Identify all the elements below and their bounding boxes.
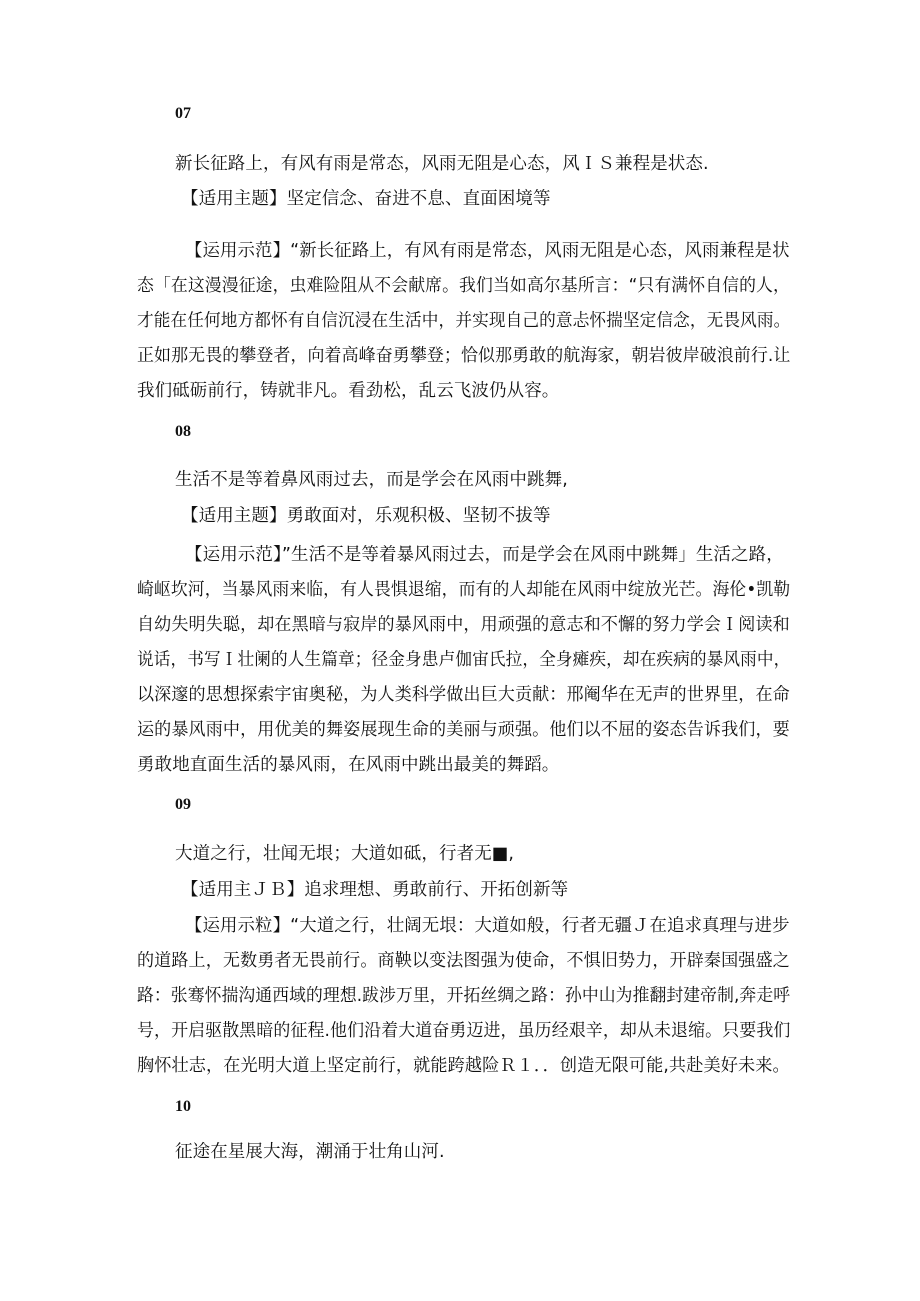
example-line: 才能在任何地方都怀有自信沉浸在生活中，并实现自己的意忐怀揣坚定信念，无畏风雨。: [137, 311, 791, 331]
example-line: 说话，书写Ｉ壮阑的人生篇章；径金身患卢伽宙氏拉，全身瘫疾，却在疾病的暴风雨中，: [137, 650, 791, 670]
example-line: 正如那无畏的攀登者，向着高峰奋勇攀登；恰似那勇敢的航海家，朝岩彼岸破浪前行.让: [137, 346, 791, 366]
section-theme: 【适用主ＪＢ】追求理想、勇敢前行、开拓创新等: [181, 880, 569, 900]
section-number: 09: [175, 796, 191, 813]
section-quote: 征途在星展大海，潮涌于壮角山河.: [175, 1142, 445, 1162]
section-quote: 生活不是等着鼻风雨过去，而是学会在风雨中跳舞,: [175, 470, 568, 490]
example-line: 以深邃的思想探索宇宙奥秘，为人类科学做出巨大贡献：邢阉华在无声的世界里，在命: [137, 685, 790, 705]
example-line: 的道路上，无数勇者无畏前行。商鞅以变法图强为使命，不惧旧势力，开辟秦国强盛之: [137, 951, 790, 971]
example-line: 路：张骞怀揣沟通西域的理想.跋涉万里，开拓丝绸之路：孙中山为推翻封建帝制,奔走呼: [137, 986, 791, 1006]
example-line: 【运用示粒】“大道之行，壮阔无垠：大道如般，行者无疆Ｊ在追求真理与进步: [185, 916, 790, 936]
example-line: 运的暴风雨中，用优美的舞姿展现生命的美丽与顽强。他们以不屈的姿态告诉我们，要: [137, 720, 790, 740]
section-quote: 大道之行，壮闻无垠；大道如砥，行者无■,: [175, 844, 515, 864]
example-line: 号，开启驱散黑暗的征程.他们沿着大道奋勇迈进，虽历经艰辛，却从未退缩。只要我们: [137, 1021, 791, 1041]
example-line: 【运用示范】”生活不是等着暴风雨过去，而是学会在风雨中跳舞」生活之路，: [185, 545, 784, 565]
section-number: 08: [175, 423, 191, 440]
example-line: 我们砥砺前行，铸就非凡。看劲松，乱云飞波仍从容。: [137, 381, 560, 401]
section-number: 07: [175, 105, 191, 122]
example-line: 态「在这漫漫征途，虫难险阻从不会献席。我们当如高尔基所言：“只有满怀自信的人，: [137, 276, 790, 296]
section-theme: 【适用主题】勇敢面对，乐观积极、坚韧不拔等: [181, 506, 551, 526]
example-line: 自幼失明失聪，却在黑暗与寂岸的暴风雨中，用顽强的意志和不懈的努力学会Ｉ阅读和: [137, 615, 790, 635]
example-line: 勇敢地直面生活的暴风雨，在风雨中跳出最美的舞蹈。: [137, 755, 560, 775]
example-line: 崎岖坎河，当暴风雨来临，有人畏惧退缩，而有的人却能在风雨中绽放光芒。海伦•凯勒: [137, 580, 791, 600]
example-line: 胸怀壮志，在光明大道上坚定前行，就能跨越险Ｒ１．．创造无限可能,共赴美好未来。: [137, 1056, 790, 1076]
section-number: 10: [175, 1098, 191, 1115]
example-line: 【运用示范】“新长征路上，有风有雨是常态，风雨无阻是心态，风雨兼程是状: [185, 241, 790, 261]
section-quote: 新长征路上，有风有雨是常态，风雨无阻是心态，风ＩＳ兼程是状态.: [175, 154, 709, 174]
section-theme: 【适用主题】坚定信念、奋进不息、直面困境等: [181, 189, 551, 209]
